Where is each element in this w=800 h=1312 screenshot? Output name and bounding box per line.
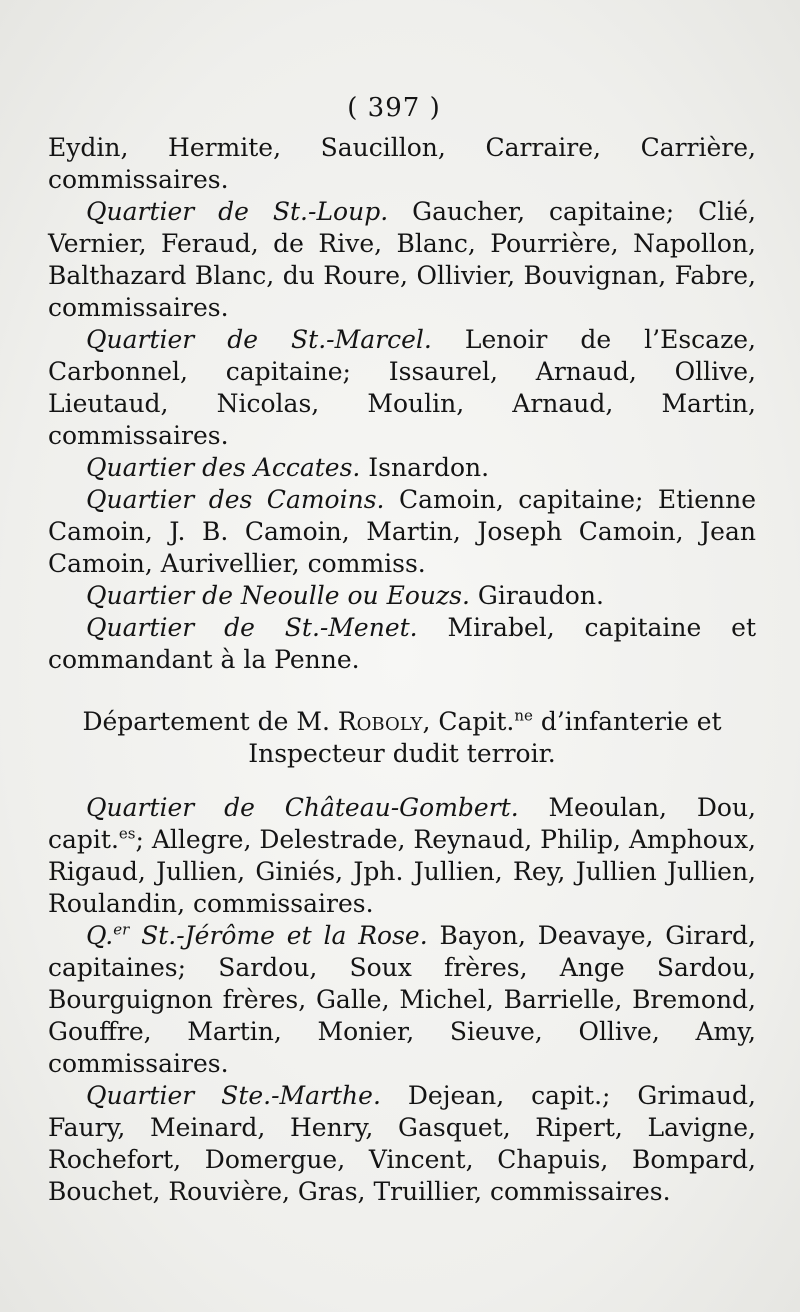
- department-capit: , Capit.: [422, 707, 515, 736]
- page-number: ( 397 ): [347, 93, 441, 123]
- page-text: [48, 92, 756, 1208]
- quartier-st-loup: [48, 196, 756, 324]
- quartier-label: Quartier de Château-Gombert.: [86, 793, 519, 822]
- quartier-camoins: [48, 484, 756, 580]
- quartier-label: Quartier Ste.-Marthe.: [86, 1081, 381, 1110]
- superscript: er: [113, 920, 130, 939]
- quartier-accates: [48, 452, 756, 484]
- quartier-st-jerome: [48, 920, 756, 1080]
- quartier-label: Q.: [86, 921, 114, 950]
- paragraph-text: Isnardon.: [360, 453, 490, 482]
- department-prefix: Département de M.: [82, 707, 338, 736]
- department-capit-sup: ne: [514, 706, 533, 725]
- quartier-label: Quartier de St.-Loup.: [86, 197, 389, 226]
- quartier-neoulle: [48, 580, 756, 612]
- paragraph-text: Lenoir de l’Escaze, Carbonnel, capitaine; Issaurel, Arnaud, Ollive, Lieutaud, Nicolas, Moulin, Arnaud, Martin, commissaires.: [48, 325, 756, 450]
- quartier-chateau-gombert: [48, 792, 756, 920]
- superscript: es: [118, 824, 136, 843]
- paragraph-text: ; Allegre, Delestrade, Reynaud, Philip, Amphoux, Rigaud, Jullien, Giniés, Jph. Jullien, Rey, Jullien Jullien, Roulandin, commissaires.: [48, 825, 757, 918]
- paragraph-text: Eydin, Hermite, Saucillon, Carraire, Carrière, commissaires.: [48, 133, 756, 194]
- quartier-label: Quartier de St.-Marcel.: [86, 325, 432, 354]
- quartier-label: Quartier de St.-Menet.: [86, 613, 418, 642]
- paragraph-continuation: [48, 132, 756, 196]
- quartier-label: Quartier des Camoins.: [86, 485, 385, 514]
- quartier-st-menet: [48, 612, 756, 676]
- paragraph-text: Bayon, Deavaye, Girard, capitaines; Sardou, Soux frères, Ange Sardou, Bourguignon frères, Galle, Michel, Barrielle, Bremond, Gouffre, Martin, Monier, Sieuve, Ollive, Amy, commissaires.: [48, 921, 756, 1078]
- paragraph-text: Mirabel, capitaine et commandant à la Penne.: [48, 613, 757, 674]
- department-after: d’infanterie et Inspecteur dudit terroir.: [248, 707, 722, 768]
- paragraph-text: Camoin, capitaine; Etienne Camoin, J. B. Camoin, Martin, Joseph Camoin, Jean Camoin, Aurivellier, commiss.: [48, 485, 756, 578]
- paragraph-text: Meoulan, Dou, capit.: [48, 793, 756, 854]
- quartier-ste-marthe: [48, 1080, 756, 1208]
- quartier-st-marcel: [48, 324, 756, 452]
- paragraph-text: Gaucher, capitaine; Clié, Vernier, Feraud, de Rive, Blanc, Pourrière, Napollon, Balthazard Blanc, du Roure, Ollivier, Bouvignan, Fabre, commissaires.: [48, 197, 757, 322]
- department-name: Roboly: [337, 707, 423, 736]
- quartier-label: Quartier des Accates.: [86, 453, 361, 482]
- paragraph-text: Dejean, capit.; Grimaud, Faury, Meinard, Henry, Gasquet, Ripert, Lavigne, Rochefort, Domergue, Vincent, Chapuis, Bompard, Bouchet, Rouvière, Gras, Truillier, commissaires.: [48, 1081, 756, 1206]
- department-heading: [48, 706, 756, 770]
- quartier-label: St.-Jérôme et la Rose.: [129, 921, 428, 950]
- quartier-label: Quartier de Neoulle ou Eouzs.: [86, 581, 470, 610]
- paragraph-text: Giraudon.: [469, 581, 604, 610]
